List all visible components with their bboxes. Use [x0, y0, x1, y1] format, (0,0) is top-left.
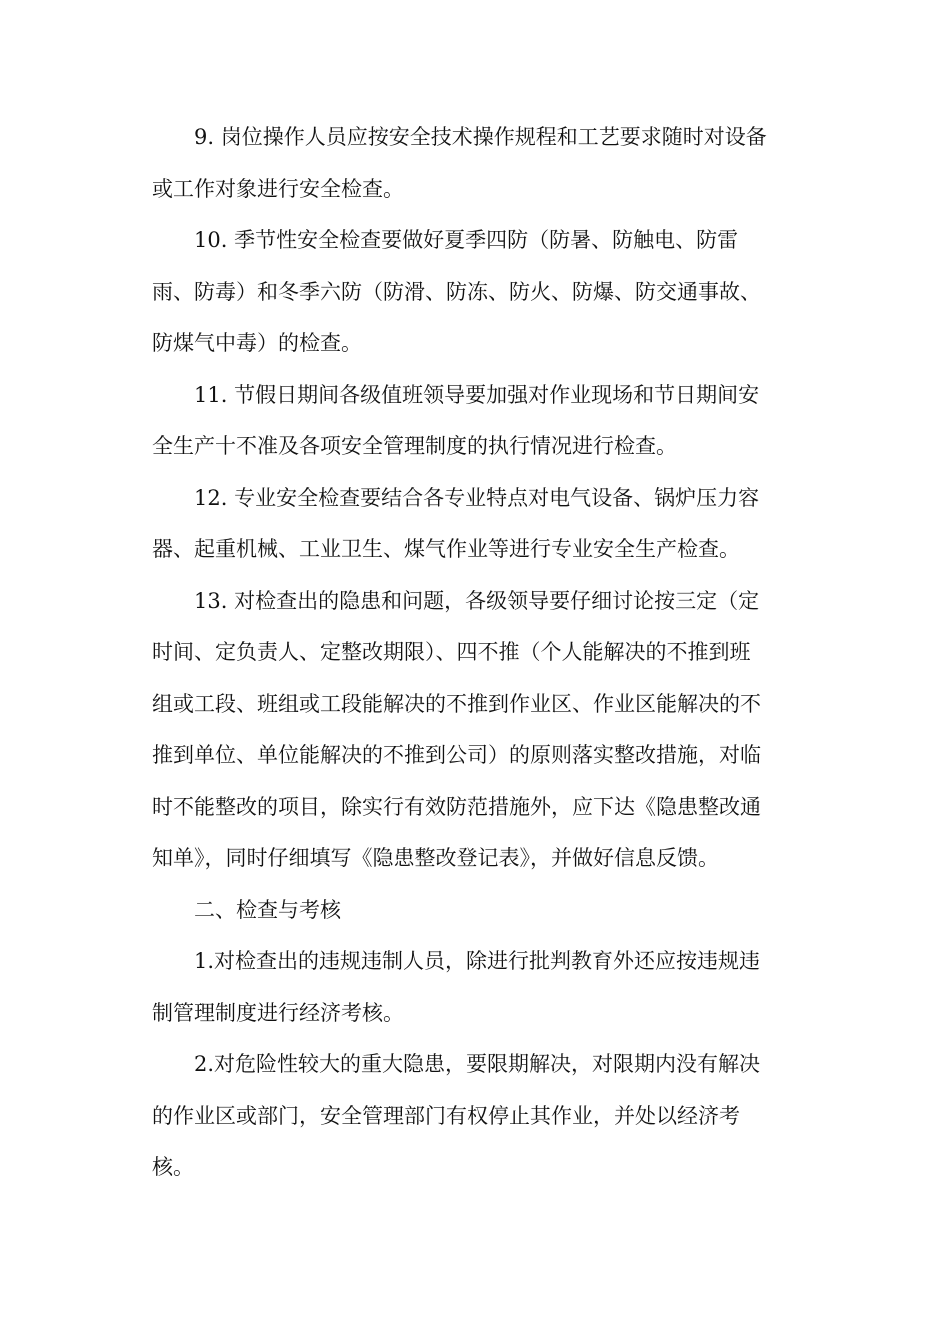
item-13-line-6: 知单》，同时仔细填写《隐患整改登记表》，并做好信息反馈。 [152, 846, 719, 870]
item-12-line-1: 12. 专业安全检查要结合各专业特点对电气设备、锅炉压力容 [194, 485, 760, 510]
item-13-line-5: 时不能整改的项目，除实行有效防范措施外，应下达《隐患整改通 [152, 794, 761, 819]
item-13-line-1: 13. 对检查出的隐患和问题，各级领导要仔细讨论按三定（定 [194, 588, 760, 613]
item-10-line-2: 雨、防毒）和冬季六防（防滑、防冻、防火、防爆、防交通事故、 [152, 279, 761, 304]
item-11-line-1: 11. 节假日期间各级值班领导要加强对作业现场和节日期间安 [194, 382, 760, 407]
section-heading: 二、检查与考核 [194, 897, 341, 922]
document-page [152, 112, 802, 1194]
item-11-line-2: 全生产十不准及各项安全管理制度的执行情况进行检查。 [152, 434, 677, 458]
rule-1-line-1: 1.对检查出的违规违制人员，除进行批判教育外还应按违规违 [194, 949, 761, 973]
rule-2-line-3: 核。 [152, 1155, 194, 1179]
item-9-line-1: 9. 岗位操作人员应按安全技术操作规程和工艺要求随时对设备 [194, 125, 767, 149]
rule-2-line-2: 的作业区或部门，安全管理部门有权停止其作业，并处以经济考 [152, 1103, 740, 1128]
item-10-line-3: 防煤气中毒）的检查。 [152, 331, 362, 355]
item-13-line-4: 推到单位、单位能解决的不推到公司）的原则落实整改措施，对临 [152, 743, 761, 767]
item-9-line-2: 或工作对象进行安全检查。 [152, 176, 404, 201]
rule-1-line-2: 制管理制度进行经济考核。 [152, 1000, 404, 1025]
item-10-line-1: 10. 季节性安全检查要做好夏季四防（防暑、防触电、防雷 [194, 228, 739, 252]
item-12-line-2: 器、起重机械、工业卫生、煤气作业等进行专业安全生产检查。 [152, 537, 740, 561]
item-13-line-2: 时间、定负责人、定整改期限）、四不推（个人能解决的不推到班 [152, 640, 751, 664]
item-13-line-3: 组或工段、班组或工段能解决的不推到作业区、作业区能解决的不 [152, 691, 761, 716]
rule-2-line-1: 2.对危险性较大的重大隐患，要限期解决，对限期内没有解决 [194, 1052, 761, 1076]
